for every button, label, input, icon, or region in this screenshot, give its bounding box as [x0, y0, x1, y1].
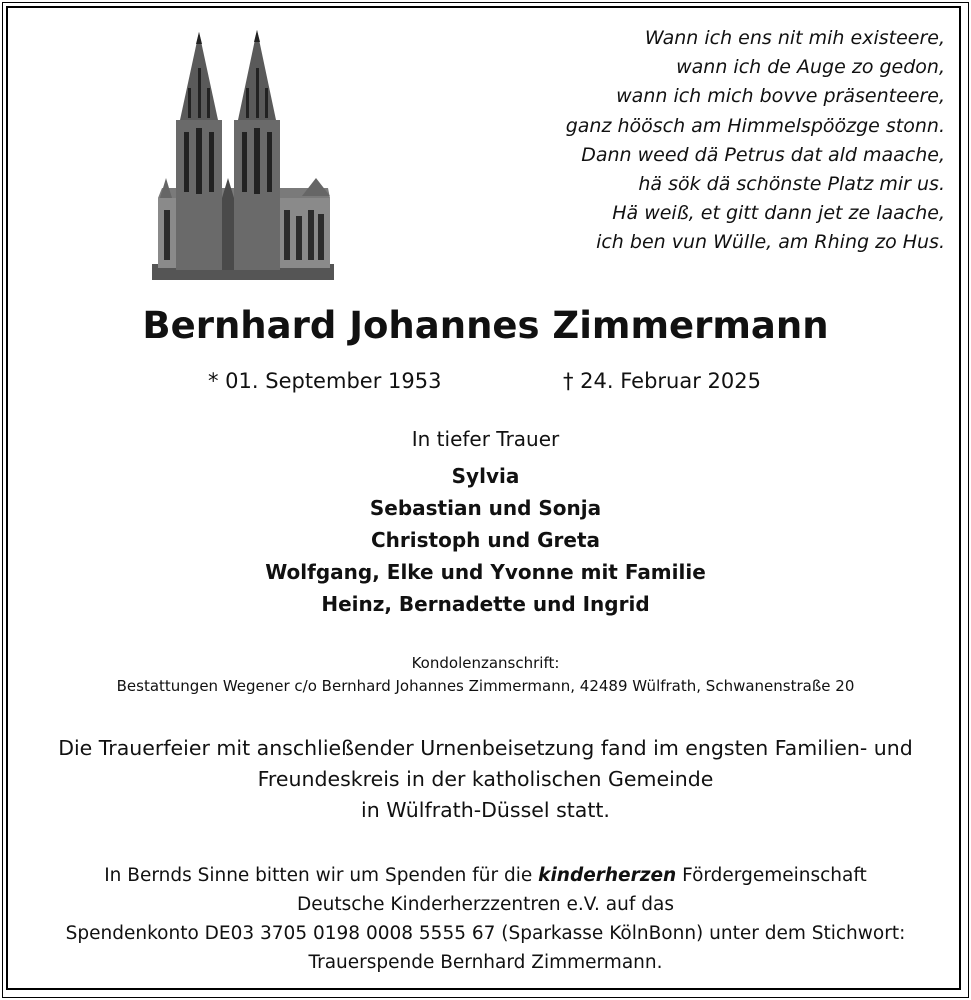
deceased-name: Bernhard Johannes Zimmermann: [142, 304, 829, 347]
poem-line: wann ich mich bovve präsenteere,: [616, 85, 945, 108]
death-date: † 24. Februar 2025: [563, 369, 761, 393]
condolence-address: Bestattungen Wegener c/o Bernhard Johannes Zimmermann, 42489 Wülfrath, Schwanenstraße 20: [116, 677, 855, 695]
birth-date: * 01. September 1953: [208, 369, 442, 393]
donation-line-2: Deutsche Kinderherzzentren e.V. auf das: [297, 894, 674, 915]
poem: [505, 24, 945, 258]
service-line: Die Trauerfeier mit anschließender Urnenbeisetzung fand im engsten Familien- und: [58, 736, 913, 760]
poem-line: Hä weiß, et gitt dann jet ze laache,: [612, 202, 945, 225]
cologne-cathedral-icon: [152, 28, 334, 280]
condolence-address-block: [0, 652, 971, 698]
poem-line: ich ben vun Wülle, am Rhing zo Hus.: [596, 231, 945, 254]
donation-line-4: Trauerspende Bernhard Zimmermann.: [308, 952, 663, 973]
service-line: Freundeskreis in der katholischen Gemeinde: [257, 767, 714, 791]
donation-line-1: [0, 861, 971, 890]
poem-line: wann ich de Auge zo gedon,: [676, 56, 945, 79]
condolence-label: Kondolenzanschrift:: [411, 654, 560, 672]
donation-request: [0, 861, 971, 977]
funeral-service-note: [0, 733, 971, 826]
mourning-intro: In tiefer Trauer: [411, 427, 560, 451]
poem-line: hä sök dä schönste Platz mir us.: [638, 173, 945, 196]
poem-line: Dann weed dä Petrus dat ald maache,: [581, 143, 945, 166]
donation-text: Fördergemeinschaft: [676, 865, 867, 886]
donation-line-3: Spendenkonto DE03 3705 0198 0008 5555 67 (Sparkasse KölnBonn) unter dem Stichwort:: [65, 923, 906, 944]
mourner-list: [0, 460, 971, 620]
service-line: in Wülfrath-Düssel statt.: [361, 798, 610, 822]
mourner-name: Christoph und Greta: [370, 528, 600, 552]
mourner-name: Wolfgang, Elke und Yvonne mit Familie: [265, 560, 706, 584]
mourner-name: Heinz, Bernadette und Ingrid: [321, 592, 650, 616]
mourner-name: Sebastian und Sonja: [369, 496, 602, 520]
poem-line: Wann ich ens nit mih existeere,: [644, 27, 945, 49]
mourner-name: Sylvia: [451, 464, 520, 488]
donation-text: In Bernds Sinne bitten wir um Spenden für die: [104, 865, 539, 886]
poem-line: ganz höösch am Himmelspöözge stonn.: [565, 114, 945, 137]
charity-name: kinderherzen: [538, 865, 677, 886]
